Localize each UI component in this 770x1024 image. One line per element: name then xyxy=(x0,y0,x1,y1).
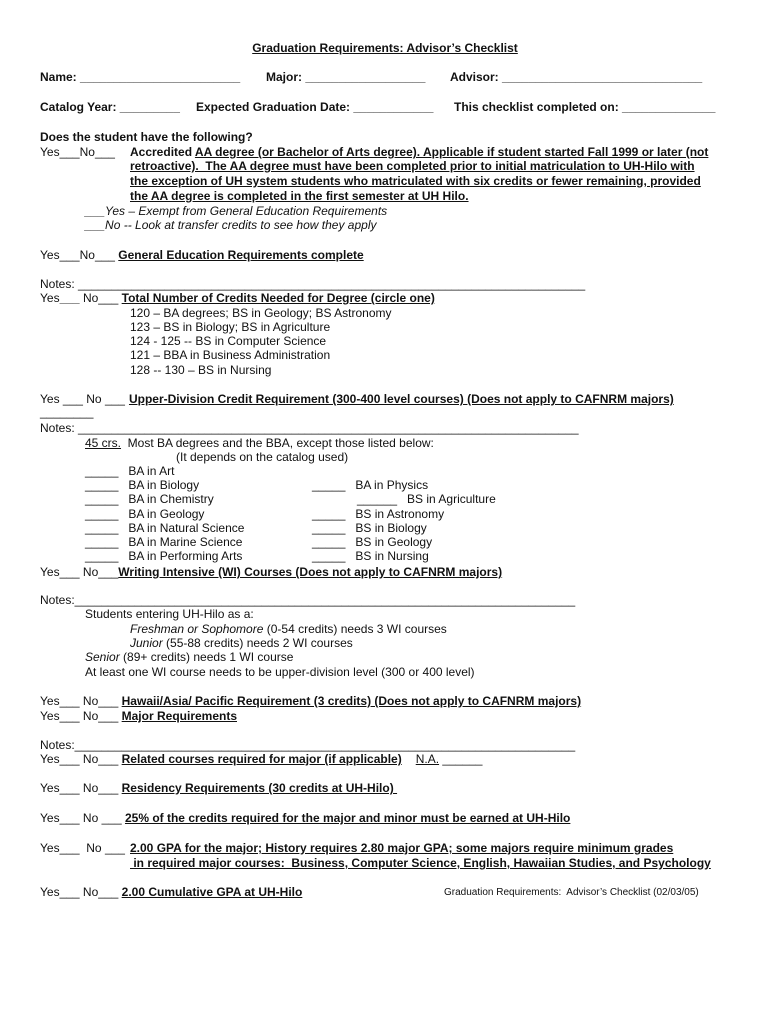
wi-label: Writing Intensive (WI) Courses (Does not apply to CAFNRM majors) xyxy=(118,565,503,579)
aa-requirement-line1 xyxy=(130,145,708,159)
credits-option: 128 -- 130 – BS in Nursing xyxy=(130,363,272,377)
hap-yes-no[interactable]: Yes___ No___ xyxy=(40,694,122,708)
wi-junior-line xyxy=(130,636,353,650)
question-heading: Does the student have the following? xyxy=(40,130,253,144)
pct25-yes-no[interactable]: Yes___ No ___ xyxy=(40,811,125,825)
upper-yes-no[interactable]: Yes ___ No ___ xyxy=(40,392,125,406)
upper-desc: Most BA degrees and the BBA, except those listed below: xyxy=(121,436,434,450)
upper-division-row xyxy=(40,392,674,406)
catalog-year-field[interactable]: Catalog Year: _________ xyxy=(40,100,180,114)
wi-senior-rule: (89+ credits) needs 1 WI course xyxy=(119,650,294,664)
gpa-major-yes-no[interactable]: Yes___ No ___ xyxy=(40,841,125,855)
hap-row xyxy=(40,694,581,708)
hap-label: Hawaii/Asia/ Pacific Requirement (3 credits) (Does not apply to CAFNRM majors) xyxy=(121,694,582,708)
aa-lead: Accredited xyxy=(130,145,195,159)
upper-crs-line xyxy=(85,436,434,450)
cum-gpa-label: 2.00 Cumulative GPA at UH-Hilo xyxy=(121,885,303,899)
major-req-row xyxy=(40,709,237,723)
name-field[interactable]: Name: ________________________ xyxy=(40,70,241,84)
upper-left-item[interactable]: _____ BA in Performing Arts xyxy=(85,549,243,563)
aa-line4: the AA degree is completed in the first semester at UH Hilo. xyxy=(130,189,469,203)
gened-label: General Education Requirements complete xyxy=(118,248,364,262)
credits-no[interactable]: No___ xyxy=(79,291,122,305)
gened-yes-no[interactable]: Yes___No___ xyxy=(40,248,119,262)
wi-freshman-rule: (0-54 credits) needs 3 WI courses xyxy=(263,622,447,636)
notes-field-3[interactable]: Notes:___________________________________________________________________________ xyxy=(40,593,576,607)
upper-trailing-blank: ________ xyxy=(40,405,94,419)
page-title: Graduation Requirements: Advisor’s Checklist xyxy=(252,41,518,55)
upper-crs: 45 crs. xyxy=(85,436,122,450)
upper-left-item[interactable]: _____ BA in Geology xyxy=(85,507,205,521)
aa-option-no[interactable]: ___No -- Look at transfer credits to see how they apply xyxy=(85,218,377,232)
advisor-field[interactable]: Advisor: ______________________________ xyxy=(450,70,703,84)
credits-yes-blank[interactable]: ___ xyxy=(59,291,80,305)
major-field[interactable]: Major: __________________ xyxy=(266,70,426,84)
wi-junior-rule: (55-88 credits) needs 2 WI courses xyxy=(162,636,353,650)
upper-right-item[interactable]: _____ BS in Biology xyxy=(312,521,427,535)
upper-left-item[interactable]: _____ BA in Chemistry xyxy=(85,492,214,506)
footer-note: Graduation Requirements: Advisor’s Checklist (02/03/05) xyxy=(444,887,699,898)
notes-field-2[interactable]: Notes: ___________________________________________________________________________ xyxy=(40,421,579,435)
residency-label: Residency Requirements (30 credits at UH-Hilo) xyxy=(121,781,398,795)
residency-yes-no[interactable]: Yes___ No___ xyxy=(40,781,122,795)
credits-option: 120 – BA degrees; BS in Geology; BS Astronomy xyxy=(130,306,392,320)
major-req-yes-no[interactable]: Yes___ No___ xyxy=(40,709,122,723)
upper-left-item[interactable]: _____ BA in Art xyxy=(85,464,175,478)
related-na[interactable]: N.A. xyxy=(415,752,440,766)
wi-senior-line xyxy=(85,650,293,664)
related-na-blank[interactable]: ______ xyxy=(439,752,483,766)
credits-option: 124 - 125 -- BS in Computer Science xyxy=(130,334,327,348)
pct25-row xyxy=(40,811,570,825)
upper-left-item[interactable]: _____ BA in Biology xyxy=(85,478,200,492)
related-row xyxy=(40,752,482,766)
upper-right-item[interactable]: _____ BS in Nursing xyxy=(312,549,429,563)
wi-freshman-label: Freshman or Sophomore xyxy=(130,622,264,636)
wi-row xyxy=(40,565,502,579)
related-label: Related courses required for major (if applicable) xyxy=(121,752,402,766)
cum-gpa-yes-no[interactable]: Yes___ No___ xyxy=(40,885,122,899)
upper-right-item[interactable]: _____ BA in Physics xyxy=(312,478,429,492)
aa-option-yes[interactable]: ___Yes – Exempt from General Education Requirements xyxy=(85,204,388,218)
pct25-label: 25% of the credits required for the major and minor must be earned at UH-Hilo xyxy=(124,811,571,825)
credits-label: Total Number of Credits Needed for Degree (circle one) xyxy=(121,291,435,305)
aa-line2: retroactive). The AA degree must have been completed prior to initial matriculation to UH-Hilo with xyxy=(130,159,695,173)
expected-graduation-field[interactable]: Expected Graduation Date: ____________ xyxy=(196,100,434,114)
checklist-completed-field[interactable]: This checklist completed on: ______________ xyxy=(454,100,716,114)
gpa-major-line2: in required major courses: Business, Computer Science, English, Hawaiian Studies, and Psychology xyxy=(130,856,711,870)
aa-yes-no[interactable]: Yes___No___ xyxy=(40,145,115,159)
gened-row xyxy=(40,248,364,262)
upper-right-item[interactable]: ______ BS in Agriculture xyxy=(357,492,496,506)
upper-left-item[interactable]: _____ BA in Marine Science xyxy=(85,535,243,549)
wi-entering: Students entering UH-Hilo as a: xyxy=(85,607,254,621)
wi-yes-no[interactable]: Yes___ No___ xyxy=(40,565,119,579)
related-yes-no[interactable]: Yes___ No___ xyxy=(40,752,122,766)
credits-option: 121 – BBA in Business Administration xyxy=(130,348,331,362)
gpa-major-line1: 2.00 GPA for the major; History requires 2.80 major GPA; some majors require minimum grades xyxy=(130,841,674,855)
upper-depends: (It depends on the catalog used) xyxy=(176,450,349,464)
major-req-label: Major Requirements xyxy=(121,709,237,723)
residency-row xyxy=(40,781,397,795)
cum-gpa-row xyxy=(40,885,302,899)
upper-right-item[interactable]: _____ BS in Astronomy xyxy=(312,507,445,521)
aa-line1: AA degree (or Bachelor of Arts degree). Applicable if student started Fall 1999 or later (not xyxy=(194,145,709,159)
upper-label: Upper-Division Credit Requirement (300-400 level courses) (Does not apply to CAFNRM majors) xyxy=(128,392,674,406)
upper-left-item[interactable]: _____ BA in Natural Science xyxy=(85,521,245,535)
aa-line3: the exception of UH system students who matriculated with six credits or fewer remaining, provided xyxy=(130,174,701,188)
credits-row xyxy=(40,291,435,305)
credits-option: 123 – BS in Biology; BS in Agriculture xyxy=(130,320,331,334)
upper-right-item[interactable]: _____ BS in Geology xyxy=(312,535,433,549)
wi-freshman-line xyxy=(130,622,447,636)
notes-field-1[interactable]: Notes: ____________________________________________________________________________ xyxy=(40,277,586,291)
credits-yes[interactable]: Yes xyxy=(40,291,60,305)
wi-senior-label: Senior xyxy=(85,650,120,664)
notes-field-4[interactable]: Notes:___________________________________________________________________________ xyxy=(40,738,576,752)
wi-upper-note: At least one WI course needs to be upper-division level (300 or 400 level) xyxy=(85,665,475,679)
wi-junior-label: Junior xyxy=(130,636,163,650)
